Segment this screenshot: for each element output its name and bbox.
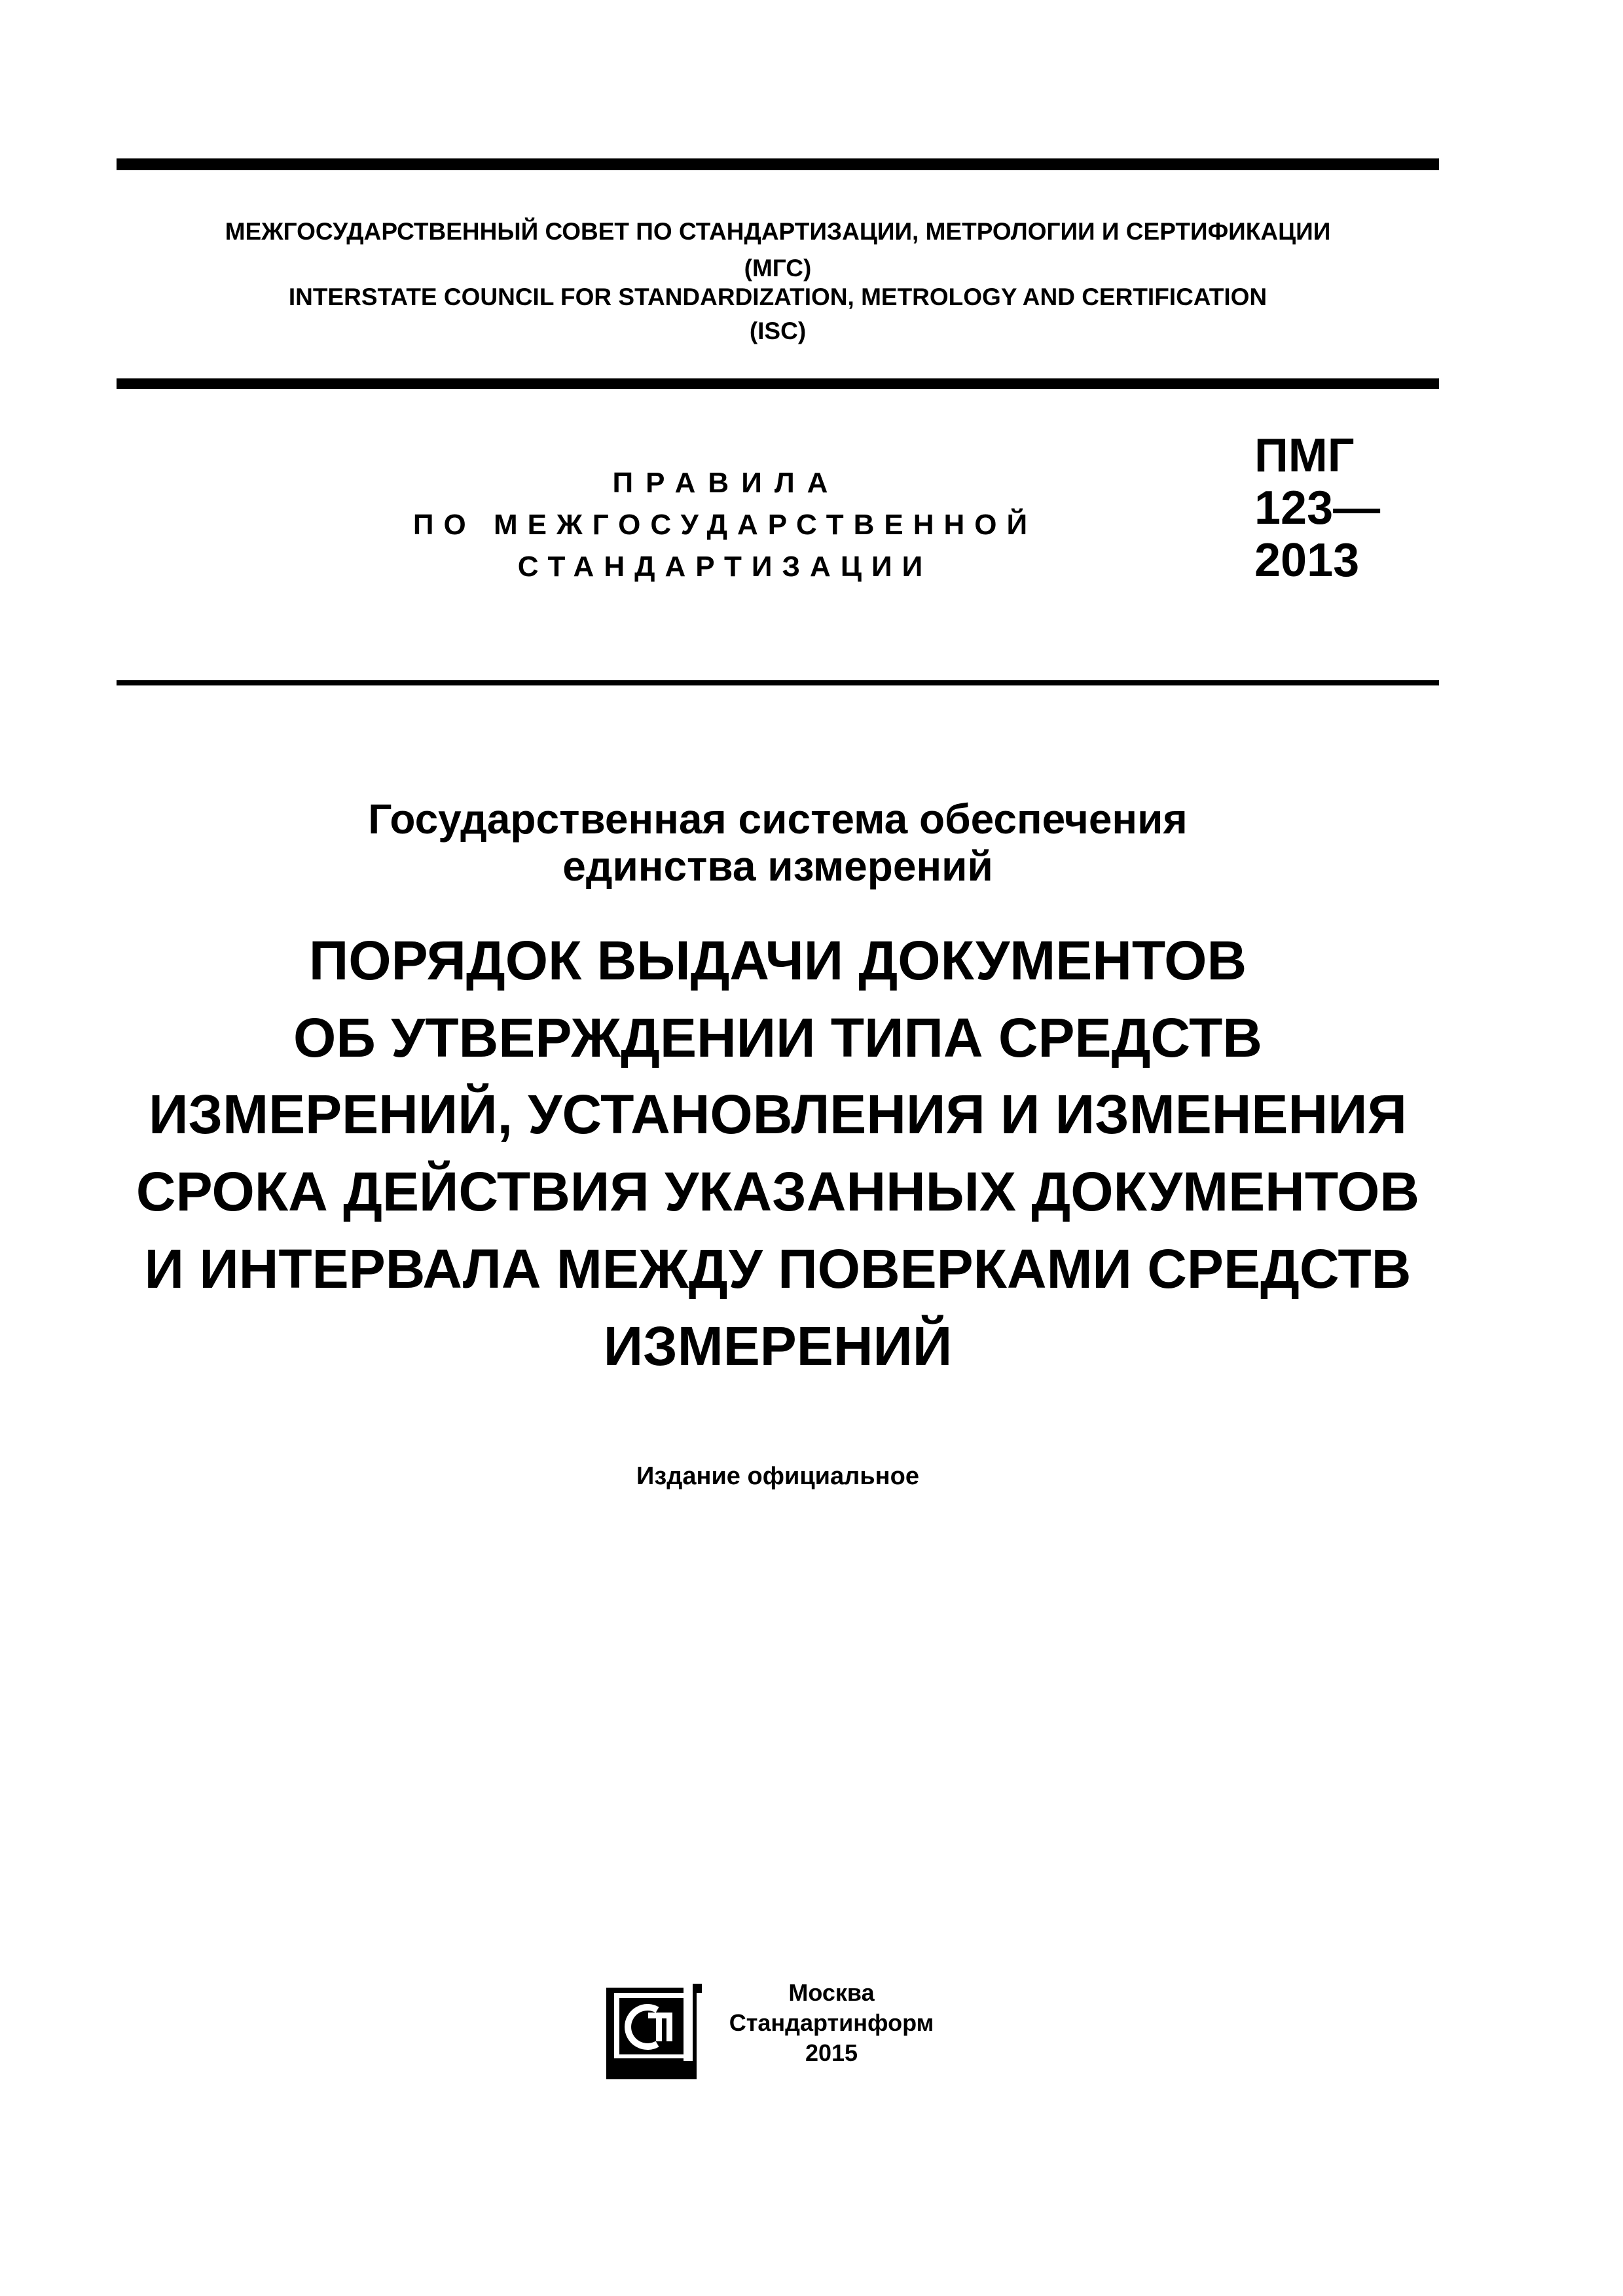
- council-abbr-ru: (МГС): [744, 255, 812, 282]
- designation-rule: [117, 680, 1439, 685]
- council-name-ru: МЕЖГОСУДАРСТВЕННЫЙ СОВЕТ ПО СТАНДАРТИЗАЦИИ, МЕТРОЛОГИИ И СЕРТИФИКАЦИИ: [225, 218, 1331, 245]
- top-rule: [117, 158, 1439, 170]
- document-title-line-3: ИЗМЕРЕНИЙ, УСТАНОВЛЕНИЯ И ИЗМЕНЕНИЯ: [149, 1084, 1407, 1145]
- publisher-city: Москва: [788, 1979, 875, 2006]
- designation-number: 123—: [1254, 482, 1381, 534]
- council-name-en: INTERSTATE COUNCIL FOR STANDARDIZATION, METROLOGY AND CERTIFICATION: [288, 283, 1267, 310]
- publisher-name: Стандартинформ: [729, 2009, 934, 2036]
- standartinform-logo-icon: [606, 1984, 704, 2082]
- document-designation: [1254, 429, 1380, 587]
- designation-year: 2013: [1254, 534, 1360, 587]
- document-title-line-1: ПОРЯДОК ВЫДАЧИ ДОКУМЕНТОВ: [308, 930, 1247, 991]
- document-title-line-4: СРОКА ДЕЙСТВИЯ УКАЗАННЫХ ДОКУМЕНТОВ: [136, 1161, 1420, 1222]
- rules-heading-line-2: ПО МЕЖГОСУДАРСТВЕННОЙ: [412, 509, 1038, 541]
- rules-heading-line-1: ПРАВИЛА: [612, 467, 841, 499]
- publication-year: 2015: [805, 2039, 858, 2066]
- edition-label: Издание официальное: [636, 1463, 919, 1490]
- header-rule: [117, 378, 1439, 389]
- designation-prefix: ПМГ: [1254, 429, 1355, 482]
- document-title-line-6: ИЗМЕРЕНИЙ: [603, 1315, 953, 1377]
- series-title-line-1: Государственная система обеспечения: [368, 795, 1188, 843]
- document-title-line-2: ОБ УТВЕРЖДЕНИИ ТИПА СРЕДСТВ: [293, 1007, 1262, 1068]
- council-abbr-en: (ISC): [749, 318, 807, 344]
- rules-heading-line-3: СТАНДАРТИЗАЦИИ: [517, 551, 933, 583]
- series-title-line-2: единства измерений: [562, 843, 993, 890]
- document-title-line-5: И ИНТЕРВАЛА МЕЖДУ ПОВЕРКАМИ СРЕДСТВ: [144, 1238, 1412, 1300]
